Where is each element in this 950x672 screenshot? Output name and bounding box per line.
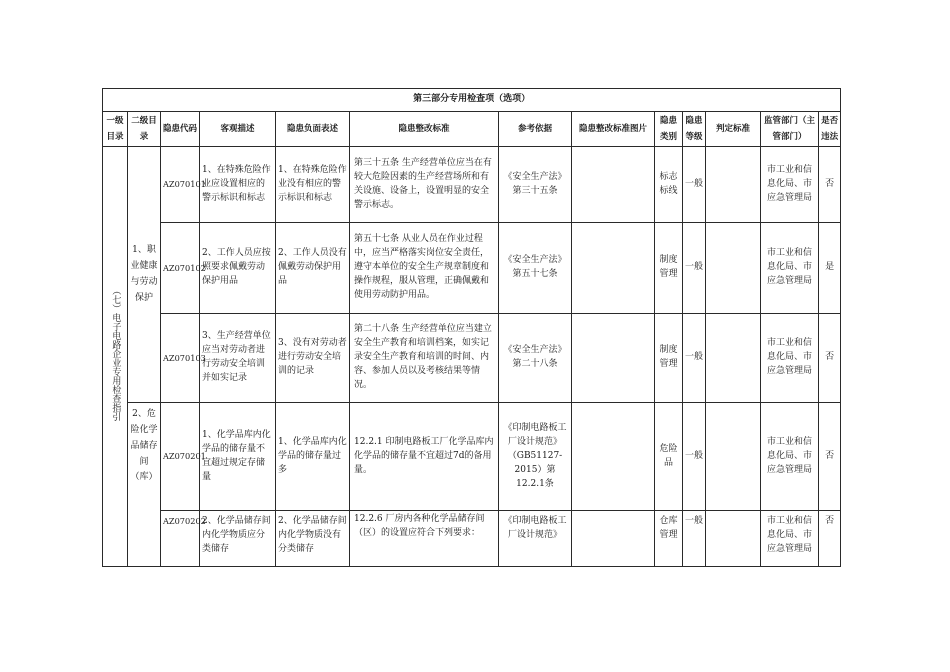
header-category: 隐患类别 [655,112,683,147]
grade-cell: 一般 [683,314,706,403]
image-cell [572,511,655,567]
level1-label: （七）电子电路企业专用检查指引 [110,286,121,422]
department-cell: 市工业和信息化局、市应急管理局 [761,511,819,567]
code-cell: AZ070102 [161,223,200,314]
standard-cell: 第三十五条 生产经营单位应当在有较大危险因素的生产经营场所和有关设施、设备上，设置明显的安全警示标志。 [350,147,499,223]
table-row [103,314,841,403]
standard-cell: 第二十八条 生产经营单位应当建立安全生产教育和培训档案，如实记录安全生产教育和培训的时间、内容、参加人员以及考核结果等情况。 [350,314,499,403]
header-department: 监管部门（主管部门） [761,112,819,147]
header-reference: 参考依据 [499,112,572,147]
code-cell: AZ070101 [161,147,200,223]
reference-cell: 《印制电路板工厂设计规范》 [499,511,572,567]
grade-cell: 一般 [683,403,706,511]
inspection-table [102,88,841,567]
image-cell [572,314,655,403]
objective-cell: 1、化学品库内化学品的储存量不宜超过规定存储量 [200,403,276,511]
header-grade: 隐患等级 [683,112,706,147]
violation-cell: 否 [819,147,841,223]
standard-cell: 12.2.1 印制电路板工厂化学品库内化学品的储存量不宜超过7d的备用量。 [350,403,499,511]
level2-cell: 1、职业健康与劳动保护 [128,147,161,403]
objective-cell: 2、化学品储存间内化学物质应分类储存 [200,511,276,567]
header-standard: 隐患整改标准 [350,112,499,147]
category-cell: 仓库管理 [655,511,683,567]
category-cell: 危险品 [655,403,683,511]
reference-cell: 《安全生产法》第二十八条 [499,314,572,403]
code-cell: AZ070202 [161,511,200,567]
reference-cell: 《印制电路板工厂设计规范》（GB51127-2015）第12.2.1条 [499,403,572,511]
objective-cell: 3、生产经营单位应当对劳动者进行劳动安全培训并如实记录 [200,314,276,403]
criteria-cell [706,223,761,314]
negative-cell: 1、化学品库内化学品的储存量过多 [276,403,350,511]
header-level2: 二级目录 [128,112,161,147]
image-cell [572,223,655,314]
violation-cell: 是 [819,223,841,314]
reference-cell: 《安全生产法》第三十五条 [499,147,572,223]
table-row [103,403,841,511]
criteria-cell [706,403,761,511]
negative-cell: 2、工作人员没有佩戴劳动保护用品 [276,223,350,314]
table-row [103,147,841,223]
grade-cell: 一般 [683,223,706,314]
category-cell: 制度管理 [655,314,683,403]
header-row [103,112,841,147]
grade-cell: 一般 [683,147,706,223]
grade-cell: 一般 [683,511,706,567]
objective-cell: 1、在特殊危险作业应设置相应的警示标识和标志 [200,147,276,223]
negative-cell: 1、在特殊危险作业没有相应的警示标识和标志 [276,147,350,223]
criteria-cell [706,511,761,567]
reference-cell: 《安全生产法》第五十七条 [499,223,572,314]
code-cell: AZ070201 [161,403,200,511]
table-title: 第三部分专用检查项（选项） [103,89,841,112]
header-code: 隐患代码 [161,112,200,147]
table-row [103,223,841,314]
department-cell: 市工业和信息化局、市应急管理局 [761,403,819,511]
standard-cell: 第五十七条 从业人员在作业过程中，应当严格落实岗位安全责任，遵守本单位的安全生产规章制度和操作规程，服从管理，正确佩戴和使用劳动防护用品。 [350,223,499,314]
objective-cell: 2、工作人员应按照要求佩戴劳动保护用品 [200,223,276,314]
standard-cell: 12.2.6 厂房内各种化学品储存间（区）的设置应符合下列要求： [350,511,499,567]
criteria-cell [706,314,761,403]
code-cell: AZ070103 [161,314,200,403]
criteria-cell [706,147,761,223]
level1-cell [103,147,128,567]
image-cell [572,147,655,223]
table-row [103,511,841,567]
department-cell: 市工业和信息化局、市应急管理局 [761,314,819,403]
negative-cell: 3、没有对劳动者进行劳动安全培训的记录 [276,314,350,403]
category-cell: 标志标线 [655,147,683,223]
violation-cell: 否 [819,403,841,511]
department-cell: 市工业和信息化局、市应急管理局 [761,223,819,314]
image-cell [572,403,655,511]
header-negative: 隐患负面表述 [276,112,350,147]
header-level1: 一级目录 [103,112,128,147]
header-criteria: 判定标准 [706,112,761,147]
negative-cell: 2、化学品储存间内化学物质没有分类储存 [276,511,350,567]
header-image: 隐患整改标准图片 [572,112,655,147]
violation-cell: 否 [819,511,841,567]
department-cell: 市工业和信息化局、市应急管理局 [761,147,819,223]
header-objective: 客观描述 [200,112,276,147]
category-cell: 制度管理 [655,223,683,314]
header-violation: 是否违法 [819,112,841,147]
level2-cell: 2、危险化学品储存间（库） [128,403,161,567]
violation-cell: 否 [819,314,841,403]
